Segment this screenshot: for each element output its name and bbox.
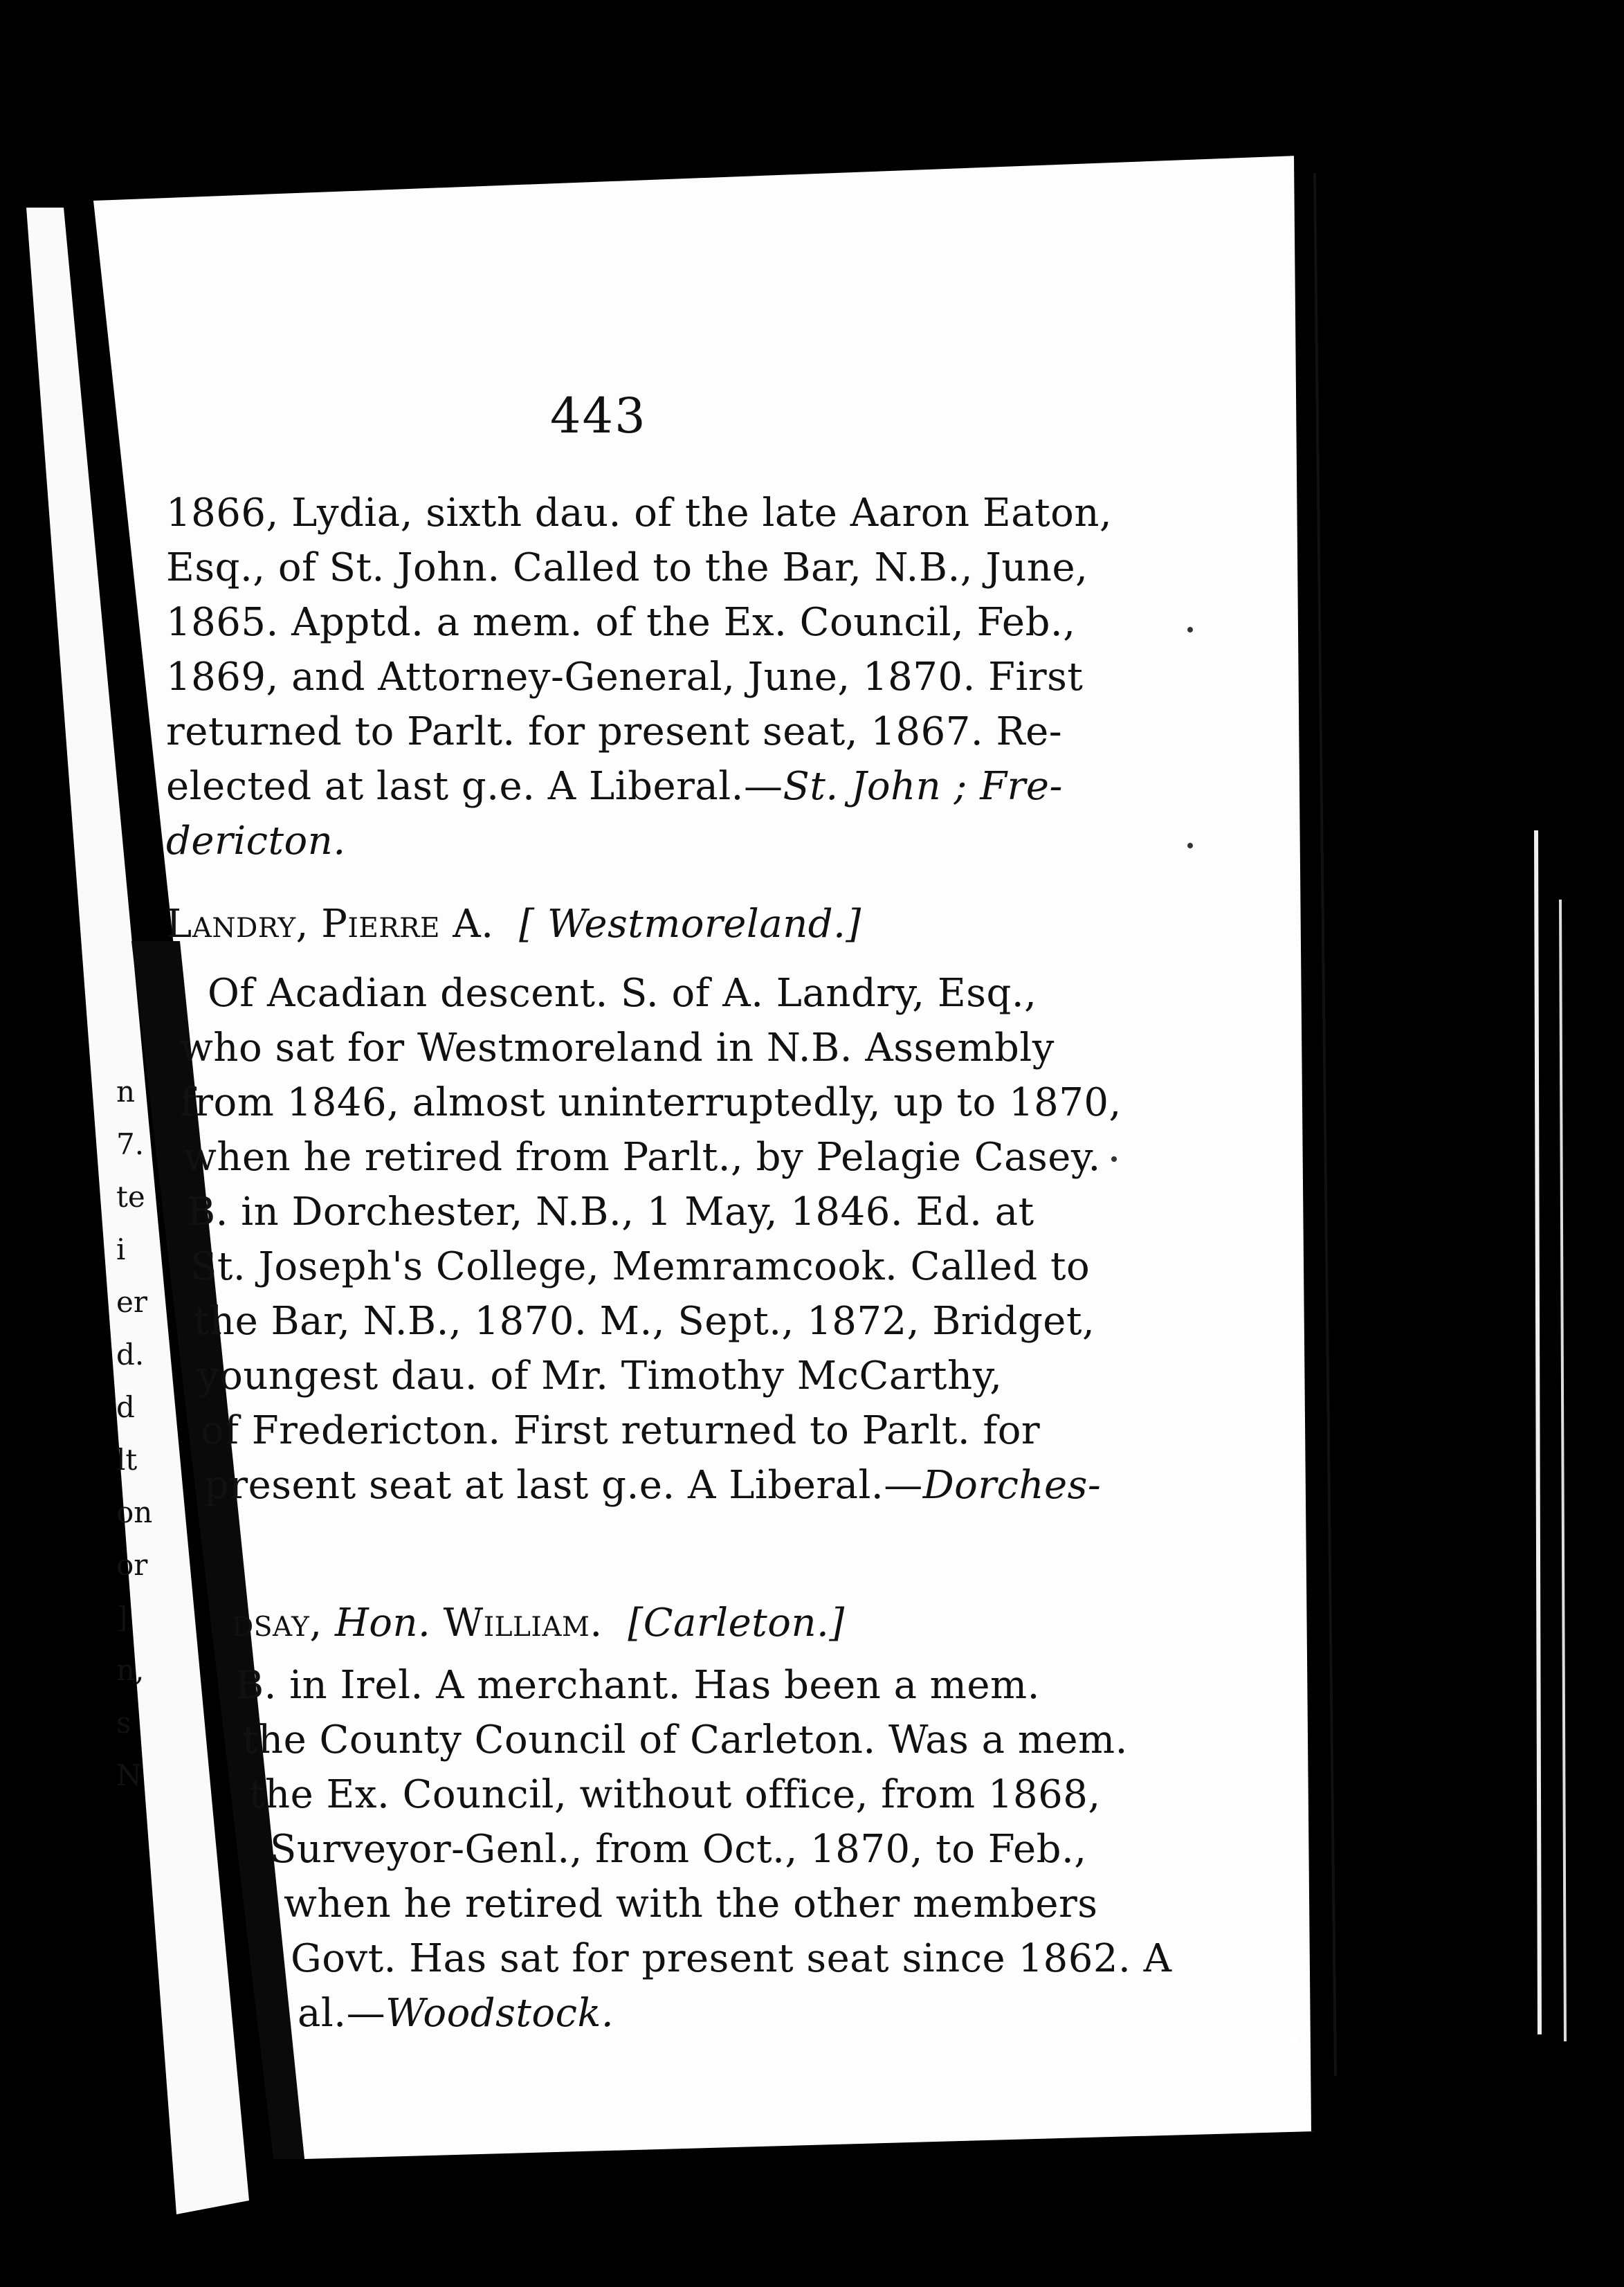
fragment: s (116, 1706, 131, 1740)
text-line: B. in Irel. A merchant. Has been a mem. (235, 1663, 1040, 1708)
member-name: Landry, Pierre A. (166, 902, 494, 947)
constituency: [Carleton.] (628, 1601, 845, 1646)
fragment: d. (116, 1338, 145, 1372)
text-line: dericton. (166, 819, 346, 864)
entry-heading (166, 900, 861, 949)
text-line: 1869, and Attorney-General, June, 1870. First (166, 655, 1084, 700)
fragment: N (116, 1758, 142, 1792)
fragment: te (116, 1180, 145, 1214)
text-line: Govt. Has sat for present seat since 1862. A (291, 1936, 1172, 1981)
fragment: on (116, 1495, 153, 1529)
text-line (166, 762, 1063, 812)
text-line: Of Acadian descent. S. of A. Landry, Esq., (208, 971, 1037, 1016)
fragment: n (116, 1075, 136, 1109)
fragment: er (116, 1285, 147, 1319)
entry-heading (232, 1598, 845, 1648)
text-line: when he retired with the other members (284, 1881, 1098, 1926)
text-run: al.— (298, 1991, 386, 2036)
text-line: from 1846, almost uninterruptedly, up to 1870, (180, 1080, 1122, 1125)
residence: Woodstock. (385, 1991, 614, 2036)
text-line: when he retired from Parlt., by Pelagie Casey. (183, 1135, 1101, 1180)
page-text-block (166, 0, 1172, 2287)
text-line: the Bar, N.B., 1870. M., Sept., 1872, Bridget, (194, 1299, 1095, 1344)
text-line: the County Council of Carleton. Was a mem. (242, 1717, 1128, 1762)
text-line (204, 1461, 1101, 1511)
text-line: St. Joseph's College, Memramcook. Called to (190, 1244, 1091, 1289)
text-line: Esq., of St. John. Called to the Bar, N.B., June, (166, 545, 1088, 590)
constituency: [ Westmoreland.] (519, 902, 861, 947)
fragment: lt (116, 1443, 138, 1477)
member-name: dsay, (232, 1601, 322, 1646)
residence: St. John ; Fre- (783, 764, 1063, 809)
text-line: 1866, Lydia, sixth dau. of the late Aaron Eaton, (166, 491, 1113, 536)
fragment: ] (116, 1601, 128, 1634)
fragment: n, (116, 1653, 145, 1687)
fragment: or (116, 1548, 148, 1582)
text-line: returned to Parlt. for present seat, 1867. Re- (166, 709, 1063, 754)
text-line: who sat for Westmoreland in N.B. Assembly (180, 1026, 1055, 1070)
text-run: elected at last g.e. A Liberal.— (166, 764, 783, 809)
text-run: present seat at last g.e. A Liberal.— (204, 1463, 923, 1508)
member-first-name: William. (443, 1601, 603, 1646)
fragment: i (116, 1232, 126, 1266)
text-line: B. in Dorchester, N.B., 1 May, 1846. Ed. at (187, 1190, 1034, 1234)
text-line: Surveyor-Genl., from Oct., 1870, to Feb., (270, 1827, 1087, 1872)
page-number: 443 (550, 388, 647, 444)
member-title: Hon. (334, 1601, 431, 1646)
text-line: 1865. Apptd. a mem. of the Ex. Council, Feb., (166, 600, 1076, 645)
fragment: d (116, 1390, 135, 1424)
text-line (298, 1989, 614, 2039)
text-line: the Ex. Council, without office, from 1868, (249, 1772, 1101, 1817)
text-line: youngest dau. of Mr. Timothy McCarthy, (197, 1354, 1003, 1398)
text-line: of Fredericton. First returned to Parlt. for (201, 1408, 1041, 1453)
residence: Dorches- (922, 1463, 1102, 1508)
fragment: 7. (116, 1127, 145, 1161)
adjacent-page-fragments (116, 1066, 152, 1802)
